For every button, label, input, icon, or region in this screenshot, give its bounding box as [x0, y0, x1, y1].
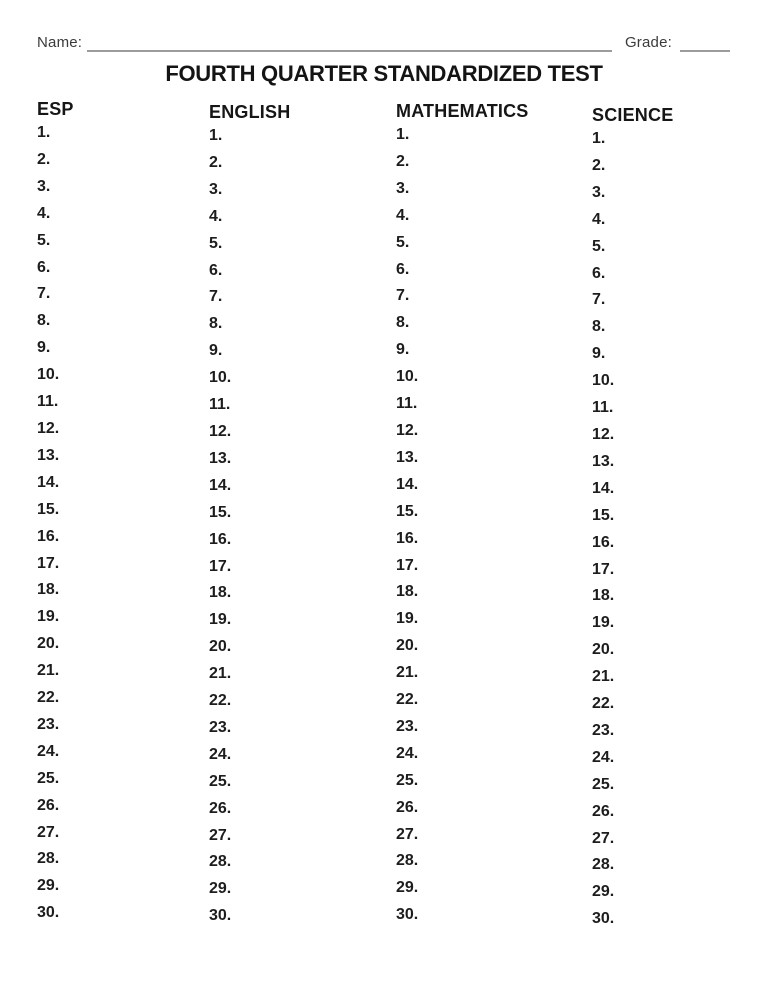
answer-list-mathematics — [396, 122, 529, 929]
answer-number: 1. — [396, 126, 410, 143]
grade-blank-line[interactable] — [680, 35, 730, 52]
answer-number: 3. — [592, 183, 606, 201]
answer-number: 1. — [592, 130, 606, 147]
answer-number: 20. — [396, 637, 419, 655]
answer-number: 7. — [592, 291, 606, 309]
answer-number: 13. — [37, 446, 60, 464]
answer-number: 21. — [592, 668, 615, 686]
answer-number: 24. — [592, 748, 615, 766]
answer-number: 2. — [209, 153, 223, 171]
answer-number: 28. — [209, 853, 232, 871]
answer-number: 2. — [396, 152, 410, 170]
answer-number: 15. — [209, 503, 232, 521]
answer-number: 18. — [396, 583, 419, 601]
answer-number: 16. — [396, 529, 419, 547]
answer-number: 9. — [37, 339, 51, 357]
answer-number: 28. — [37, 850, 60, 868]
answer-number: 26. — [209, 799, 232, 817]
answer-number: 21. — [37, 662, 60, 680]
answer-number: 26. — [37, 796, 60, 814]
page-title: FOURTH QUARTER STANDARDIZED TEST — [165, 61, 603, 86]
answer-number: 15. — [396, 502, 419, 520]
answer-number: 26. — [592, 802, 615, 820]
answer-number: 23. — [592, 721, 615, 739]
answer-number: 6. — [37, 258, 51, 276]
answer-number: 16. — [209, 530, 232, 548]
answer-number: 17. — [209, 557, 232, 575]
answer-number: 11. — [592, 399, 614, 417]
answer-number: 18. — [37, 581, 60, 599]
answer-number: 6. — [209, 261, 223, 279]
answer-number: 7. — [396, 287, 410, 305]
column-header-science: SCIENCE — [592, 105, 674, 125]
answer-number: 21. — [396, 664, 419, 682]
answer-number: 14. — [37, 473, 60, 491]
answer-number: 4. — [592, 210, 606, 228]
answer-number: 18. — [592, 587, 615, 605]
answer-number: 10. — [396, 368, 419, 386]
answer-number: 3. — [396, 179, 410, 197]
answer-number: 25. — [37, 769, 60, 787]
name-blank-line[interactable] — [87, 35, 612, 52]
answer-number: 22. — [209, 692, 232, 710]
answer-number: 23. — [396, 717, 419, 735]
answer-number: 14. — [396, 475, 419, 493]
answer-number: 25. — [592, 775, 615, 793]
answer-number: 1. — [209, 127, 223, 144]
answer-column-english — [209, 103, 290, 930]
column-header-mathematics: MATHEMATICS — [396, 101, 529, 121]
answer-number: 20. — [209, 638, 232, 656]
answer-number: 4. — [37, 204, 51, 222]
answer-number: 22. — [37, 689, 60, 707]
answer-list-esp — [37, 120, 74, 927]
answer-number: 30. — [209, 907, 232, 925]
answer-number: 29. — [592, 883, 615, 901]
answer-number: 9. — [209, 342, 223, 360]
answer-number: 16. — [37, 527, 60, 545]
answer-number: 21. — [209, 665, 232, 683]
answer-number: 17. — [592, 560, 615, 578]
answer-number: 7. — [209, 288, 223, 306]
answer-number: 5. — [37, 231, 51, 249]
answer-number: 8. — [37, 312, 51, 330]
name-label: Name: — [37, 34, 83, 51]
answer-number: 18. — [209, 584, 232, 602]
answer-number: 12. — [396, 421, 419, 439]
answer-number: 4. — [209, 207, 223, 225]
answer-number: 23. — [37, 715, 60, 733]
answer-number: 11. — [396, 395, 418, 413]
answer-number: 22. — [592, 695, 615, 713]
answer-number: 10. — [592, 372, 615, 390]
name-grade-row — [37, 33, 730, 52]
answer-number: 22. — [396, 691, 419, 709]
answer-number: 2. — [592, 156, 606, 174]
answer-number: 29. — [209, 880, 232, 898]
answer-number: 4. — [396, 206, 410, 224]
answer-number: 23. — [209, 718, 232, 736]
answer-number: 6. — [592, 264, 606, 282]
answer-column-esp — [37, 100, 74, 927]
answer-number: 24. — [396, 744, 419, 762]
answer-number: 26. — [396, 798, 419, 816]
answer-number: 9. — [396, 341, 410, 359]
answer-number: 12. — [37, 419, 60, 437]
answer-number: 8. — [396, 314, 410, 332]
answer-number: 7. — [37, 285, 51, 303]
answer-number: 25. — [209, 772, 232, 790]
answer-number: 10. — [209, 369, 232, 387]
answer-number: 5. — [396, 233, 410, 251]
answer-number: 9. — [592, 345, 606, 363]
answer-number: 15. — [37, 500, 60, 518]
answer-number: 17. — [37, 554, 60, 572]
answer-number: 2. — [37, 150, 51, 168]
answer-number: 24. — [209, 745, 232, 763]
answer-list-science — [592, 126, 673, 933]
answer-number: 29. — [396, 879, 419, 897]
answer-number: 14. — [592, 479, 615, 497]
column-header-esp: ESP — [37, 99, 74, 119]
answer-number: 20. — [592, 641, 615, 659]
answer-number: 28. — [396, 852, 419, 870]
answer-number: 11. — [209, 396, 231, 414]
answer-number: 19. — [396, 610, 419, 628]
answer-number: 27. — [37, 823, 60, 841]
answer-number: 14. — [209, 476, 232, 494]
answer-number: 28. — [592, 856, 615, 874]
answer-number: 6. — [396, 260, 410, 278]
answer-number: 29. — [37, 877, 60, 895]
answer-number: 30. — [592, 910, 615, 928]
answer-number: 25. — [396, 771, 419, 789]
answer-number: 16. — [592, 533, 615, 551]
answer-number: 8. — [592, 318, 606, 336]
answer-column-science — [592, 106, 673, 933]
answer-number: 5. — [592, 237, 606, 255]
answer-number: 11. — [37, 393, 59, 411]
answer-number: 12. — [209, 422, 232, 440]
column-header-english: ENGLISH — [209, 102, 291, 122]
answer-number: 30. — [396, 906, 419, 924]
answer-number: 19. — [209, 611, 232, 629]
answer-list-english — [209, 123, 290, 930]
answer-number: 19. — [592, 614, 615, 632]
answer-number: 3. — [37, 177, 51, 195]
answer-number: 27. — [396, 825, 419, 843]
answer-number: 20. — [37, 635, 60, 653]
answer-number: 17. — [396, 556, 419, 574]
answer-number: 24. — [37, 742, 60, 760]
answer-number: 13. — [209, 449, 232, 467]
grade-label: Grade: — [624, 34, 672, 51]
answer-number: 30. — [37, 904, 60, 922]
answer-number: 8. — [209, 315, 223, 333]
answer-number: 10. — [37, 366, 60, 384]
answer-number: 3. — [209, 180, 223, 198]
answer-number: 12. — [592, 425, 615, 443]
answer-number: 27. — [209, 826, 232, 844]
answer-column-mathematics — [396, 102, 529, 929]
answer-number: 15. — [592, 506, 615, 524]
answer-number: 1. — [37, 124, 51, 141]
answer-number: 19. — [37, 608, 60, 626]
answer-number: 13. — [396, 448, 419, 466]
answer-number: 13. — [592, 452, 615, 470]
answer-number: 27. — [592, 829, 615, 847]
answer-number: 5. — [209, 234, 223, 252]
